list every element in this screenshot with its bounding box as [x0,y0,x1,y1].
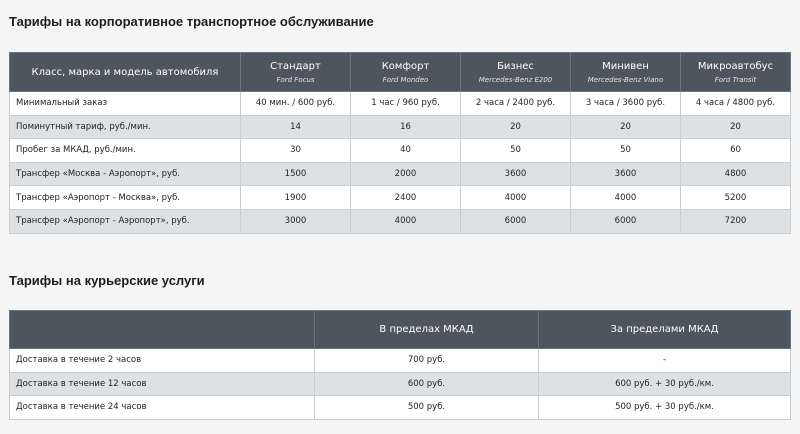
table-cell: 2400 [351,186,461,210]
table-cell: 5200 [681,186,791,210]
table-cell: 50 [571,139,681,163]
car-model: Ford Transit [714,75,757,84]
column-header-service [10,311,315,349]
courier-tariffs-title: Тарифы на курьерские услуги [9,273,205,288]
car-model: Mercedes-Benz Viano [587,75,664,84]
courier-tariffs-table [9,310,791,420]
column-header-business [461,53,571,92]
table-cell: - [539,349,791,373]
row-label: Доставка в течение 2 часов [10,349,315,373]
table-cell: 600 руб. + 30 руб./км. [539,372,791,396]
transport-tariffs-title: Тарифы на корпоративное транспортное обслуживание [9,14,374,29]
table-cell: 2000 [351,162,461,186]
row-label: Трансфер «Москва - Аэропорт», руб. [10,162,241,186]
row-label: Трансфер «Аэропорт - Аэропорт», руб. [10,209,241,233]
column-header-minibus [681,53,791,92]
table-cell: 20 [461,115,571,139]
table-cell: 4000 [571,186,681,210]
car-model: Ford Mondeo [382,75,429,84]
table-row [10,92,791,116]
class-name: Бизнес [497,60,534,72]
table-cell: 700 руб. [315,349,539,373]
class-name: Минивен [602,60,649,72]
column-header-minivan [571,53,681,92]
table-cell: 500 руб. [315,396,539,420]
table-cell: 14 [241,115,351,139]
table-row [10,115,791,139]
table-cell: 30 [241,139,351,163]
table-header-row [10,53,791,92]
table-row [10,139,791,163]
table-cell: 20 [681,115,791,139]
table-row [10,186,791,210]
car-model: Ford Focus [276,75,315,84]
table-cell: 3 часа / 3600 руб. [571,92,681,116]
table-cell: 40 [351,139,461,163]
column-header-outside-mkad: За пределами МКАД [539,311,791,349]
row-label: Поминутный тариф, руб./мин. [10,115,241,139]
table-header-row [10,311,791,349]
row-label: Доставка в течение 24 часов [10,396,315,420]
table-row [10,396,791,420]
table-cell: 6000 [571,209,681,233]
row-label: Трансфер «Аэропорт - Москва», руб. [10,186,241,210]
table-row [10,349,791,373]
table-cell: 1500 [241,162,351,186]
class-name: Микроавтобус [697,60,774,72]
table-cell: 16 [351,115,461,139]
table-cell: 4800 [681,162,791,186]
row-label: Минимальный заказ [10,92,241,116]
table-cell: 4000 [351,209,461,233]
table-cell: 3000 [241,209,351,233]
table-cell: 50 [461,139,571,163]
table-cell: 1 час / 960 руб. [351,92,461,116]
table-cell: 1900 [241,186,351,210]
table-cell: 600 руб. [315,372,539,396]
table-row [10,209,791,233]
class-name: Стандарт [270,60,321,72]
table-cell: 500 руб. + 30 руб./км. [539,396,791,420]
table-cell: 60 [681,139,791,163]
table-cell: 7200 [681,209,791,233]
table-cell: 4000 [461,186,571,210]
car-model: Mercedes-Benz E200 [478,75,553,84]
table-row [10,162,791,186]
column-header-standard [241,53,351,92]
table-row [10,372,791,396]
transport-tariffs-table [9,52,791,234]
table-cell: 3600 [461,162,571,186]
table-cell: 6000 [461,209,571,233]
table-cell: 40 мин. / 600 руб. [241,92,351,116]
column-header-comfort [351,53,461,92]
table-cell: 4 часа / 4800 руб. [681,92,791,116]
class-name: Комфорт [381,60,430,72]
row-label: Пробег за МКАД, руб./мин. [10,139,241,163]
table-cell: 3600 [571,162,681,186]
row-label: Доставка в течение 12 часов [10,372,315,396]
column-header-class: Класс, марка и модель автомобиля [10,53,241,92]
column-header-inside-mkad: В пределах МКАД [315,311,539,349]
table-cell: 2 часа / 2400 руб. [461,92,571,116]
table-cell: 20 [571,115,681,139]
